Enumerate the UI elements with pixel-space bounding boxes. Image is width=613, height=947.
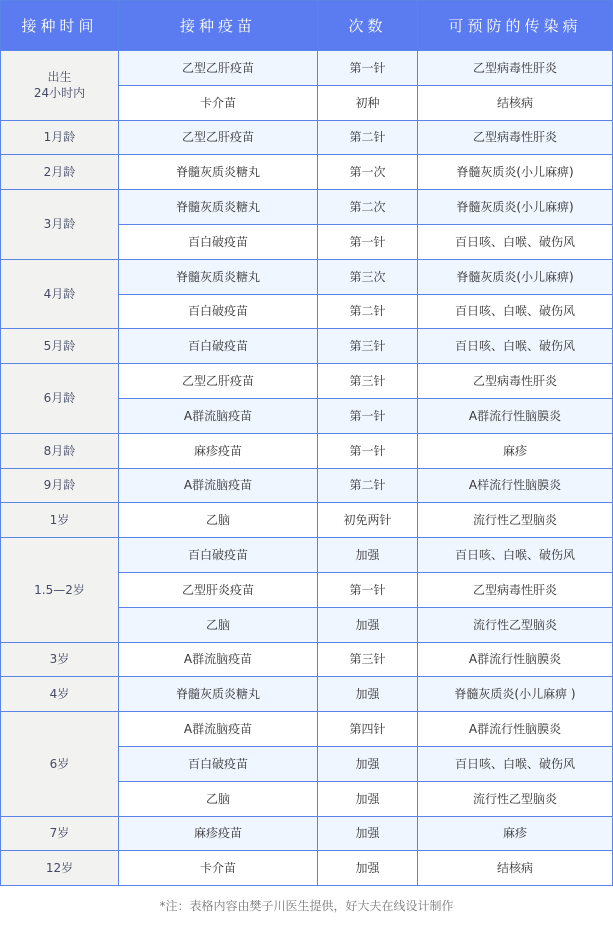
age-cell	[1, 433, 119, 468]
dose-cell: 第二次	[318, 190, 418, 225]
vaccine-cell: 乙型乙肝疫苗	[119, 51, 318, 86]
age-cell	[1, 364, 119, 434]
disease-cell: 流行性乙型脑炎	[418, 607, 613, 642]
age-label: 2月龄	[43, 165, 76, 180]
age-label: 3岁	[49, 652, 70, 667]
disease-cell: 乙型病毒性肝炎	[418, 572, 613, 607]
vaccine-cell: 百白破疫苗	[119, 538, 318, 573]
vaccine-cell: 乙型乙肝疫苗	[119, 120, 318, 155]
age-label: 5月龄	[43, 339, 76, 354]
vaccine-cell: 乙型乙肝疫苗	[119, 364, 318, 399]
dose-cell: 第二针	[318, 468, 418, 503]
disease-cell: 脊髓灰质炎(小儿麻痹)	[418, 190, 613, 225]
disease-cell: 结核病	[418, 85, 613, 120]
header-vaccination-time: 接种时间	[1, 1, 119, 51]
age-label: 4月龄	[43, 287, 76, 302]
age-cell	[1, 120, 119, 155]
vaccine-cell: 乙脑	[119, 503, 318, 538]
disease-cell: 流行性乙型脑炎	[418, 503, 613, 538]
age-cell	[1, 816, 119, 851]
table-row	[1, 155, 613, 190]
vaccine-cell: 卡介苗	[119, 85, 318, 120]
dose-cell: 初免两针	[318, 503, 418, 538]
dose-cell: 第三针	[318, 642, 418, 677]
vaccine-cell: 卡介苗	[119, 851, 318, 886]
age-label: 1月龄	[43, 130, 76, 145]
dose-cell: 第二针	[318, 120, 418, 155]
age-cell	[1, 259, 119, 329]
table-row	[1, 816, 613, 851]
age-cell	[1, 851, 119, 886]
table-header-row	[1, 1, 613, 51]
table-body	[1, 51, 613, 886]
disease-cell: A群流行性脑膜炎	[418, 642, 613, 677]
age-label: 9月龄	[43, 478, 76, 493]
vaccine-cell: 麻疹疫苗	[119, 433, 318, 468]
age-label: 24小时内	[33, 86, 86, 101]
disease-cell: 麻疹	[418, 816, 613, 851]
dose-cell: 第一针	[318, 224, 418, 259]
vaccine-cell: A群流脑疫苗	[119, 642, 318, 677]
table-row	[1, 712, 613, 747]
age-cell	[1, 712, 119, 816]
disease-cell: 麻疹	[418, 433, 613, 468]
table-row	[1, 364, 613, 399]
dose-cell: 加强	[318, 677, 418, 712]
table-row	[1, 468, 613, 503]
vaccine-cell: 脊髓灰质炎糖丸	[119, 259, 318, 294]
age-cell	[1, 642, 119, 677]
table-row	[1, 538, 613, 573]
header-vaccine: 接种疫苗	[119, 1, 318, 51]
age-cell	[1, 677, 119, 712]
vaccine-cell: 麻疹疫苗	[119, 816, 318, 851]
dose-cell: 第一针	[318, 433, 418, 468]
age-cell	[1, 538, 119, 642]
disease-cell: 百日咳、白喉、破伤风	[418, 224, 613, 259]
vaccine-cell: 脊髓灰质炎糖丸	[119, 190, 318, 225]
age-cell	[1, 155, 119, 190]
disease-cell: 百日咳、白喉、破伤风	[418, 538, 613, 573]
table-row	[1, 51, 613, 86]
table-row	[1, 677, 613, 712]
age-label: 7岁	[49, 826, 70, 841]
disease-cell: 流行性乙型脑炎	[418, 781, 613, 816]
age-label: 6月龄	[43, 391, 76, 406]
dose-cell: 第一针	[318, 572, 418, 607]
dose-cell: 第一针	[318, 51, 418, 86]
disease-cell: 脊髓灰质炎(小儿麻痹 )	[418, 677, 613, 712]
dose-cell: 第一针	[318, 398, 418, 433]
age-cell	[1, 468, 119, 503]
disease-cell: 乙型病毒性肝炎	[418, 364, 613, 399]
dose-cell: 第三针	[318, 329, 418, 364]
dose-cell: 第二针	[318, 294, 418, 329]
disease-cell: 百日咳、白喉、破伤风	[418, 746, 613, 781]
table-row	[1, 259, 613, 294]
vaccine-cell: A群流脑疫苗	[119, 712, 318, 747]
vaccine-cell: A群流脑疫苗	[119, 398, 318, 433]
vaccine-cell: 乙脑	[119, 781, 318, 816]
age-label: 3月龄	[43, 217, 76, 232]
disease-cell: 乙型病毒性肝炎	[418, 120, 613, 155]
vaccine-cell: 百白破疫苗	[119, 329, 318, 364]
vaccine-cell: 乙脑	[119, 607, 318, 642]
disease-cell: 脊髓灰质炎(小儿麻痹)	[418, 155, 613, 190]
disease-cell: A群流行性脑膜炎	[418, 712, 613, 747]
disease-cell: 脊髓灰质炎(小儿麻痹)	[418, 259, 613, 294]
vaccine-cell: 百白破疫苗	[119, 746, 318, 781]
age-label: 出生	[47, 70, 72, 85]
table-row	[1, 503, 613, 538]
table-row	[1, 851, 613, 886]
footnote: *注：表格内容由樊子川医生提供，好大夫在线设计制作	[159, 899, 454, 913]
age-label: 1岁	[49, 513, 70, 528]
dose-cell: 加强	[318, 538, 418, 573]
dose-cell: 加强	[318, 816, 418, 851]
dose-cell: 加强	[318, 851, 418, 886]
dose-cell: 第四针	[318, 712, 418, 747]
dose-cell: 第三针	[318, 364, 418, 399]
disease-cell: 结核病	[418, 851, 613, 886]
age-cell	[1, 503, 119, 538]
disease-cell: 乙型病毒性肝炎	[418, 51, 613, 86]
header-dose-count: 次数	[318, 1, 418, 51]
disease-cell: A群流行性脑膜炎	[418, 398, 613, 433]
age-cell	[1, 51, 119, 121]
header-preventable-disease: 可预防的传染病	[418, 1, 613, 51]
table-row	[1, 642, 613, 677]
table-row	[1, 329, 613, 364]
age-label: 1.5—2岁	[34, 582, 85, 597]
vaccine-cell: 脊髓灰质炎糖丸	[119, 155, 318, 190]
vaccine-cell: 百白破疫苗	[119, 224, 318, 259]
disease-cell: 百日咳、白喉、破伤风	[418, 329, 613, 364]
dose-cell: 加强	[318, 746, 418, 781]
age-cell	[1, 190, 119, 260]
vaccine-cell: A群流脑疫苗	[119, 468, 318, 503]
age-cell	[1, 329, 119, 364]
vaccine-cell: 脊髓灰质炎糖丸	[119, 677, 318, 712]
vaccine-cell: 百白破疫苗	[119, 294, 318, 329]
table-row	[1, 190, 613, 225]
dose-cell: 初种	[318, 85, 418, 120]
disease-cell: 百日咳、白喉、破伤风	[418, 294, 613, 329]
table-row	[1, 120, 613, 155]
age-label: 4岁	[49, 687, 70, 702]
disease-cell: A样流行性脑膜炎	[418, 468, 613, 503]
age-label: 12岁	[45, 861, 74, 876]
dose-cell: 第一次	[318, 155, 418, 190]
dose-cell: 加强	[318, 781, 418, 816]
vaccine-cell: 乙型肝炎疫苗	[119, 572, 318, 607]
age-label: 8月龄	[43, 443, 76, 458]
dose-cell: 加强	[318, 607, 418, 642]
table-row	[1, 433, 613, 468]
age-label: 6岁	[49, 756, 70, 771]
dose-cell: 第三次	[318, 259, 418, 294]
